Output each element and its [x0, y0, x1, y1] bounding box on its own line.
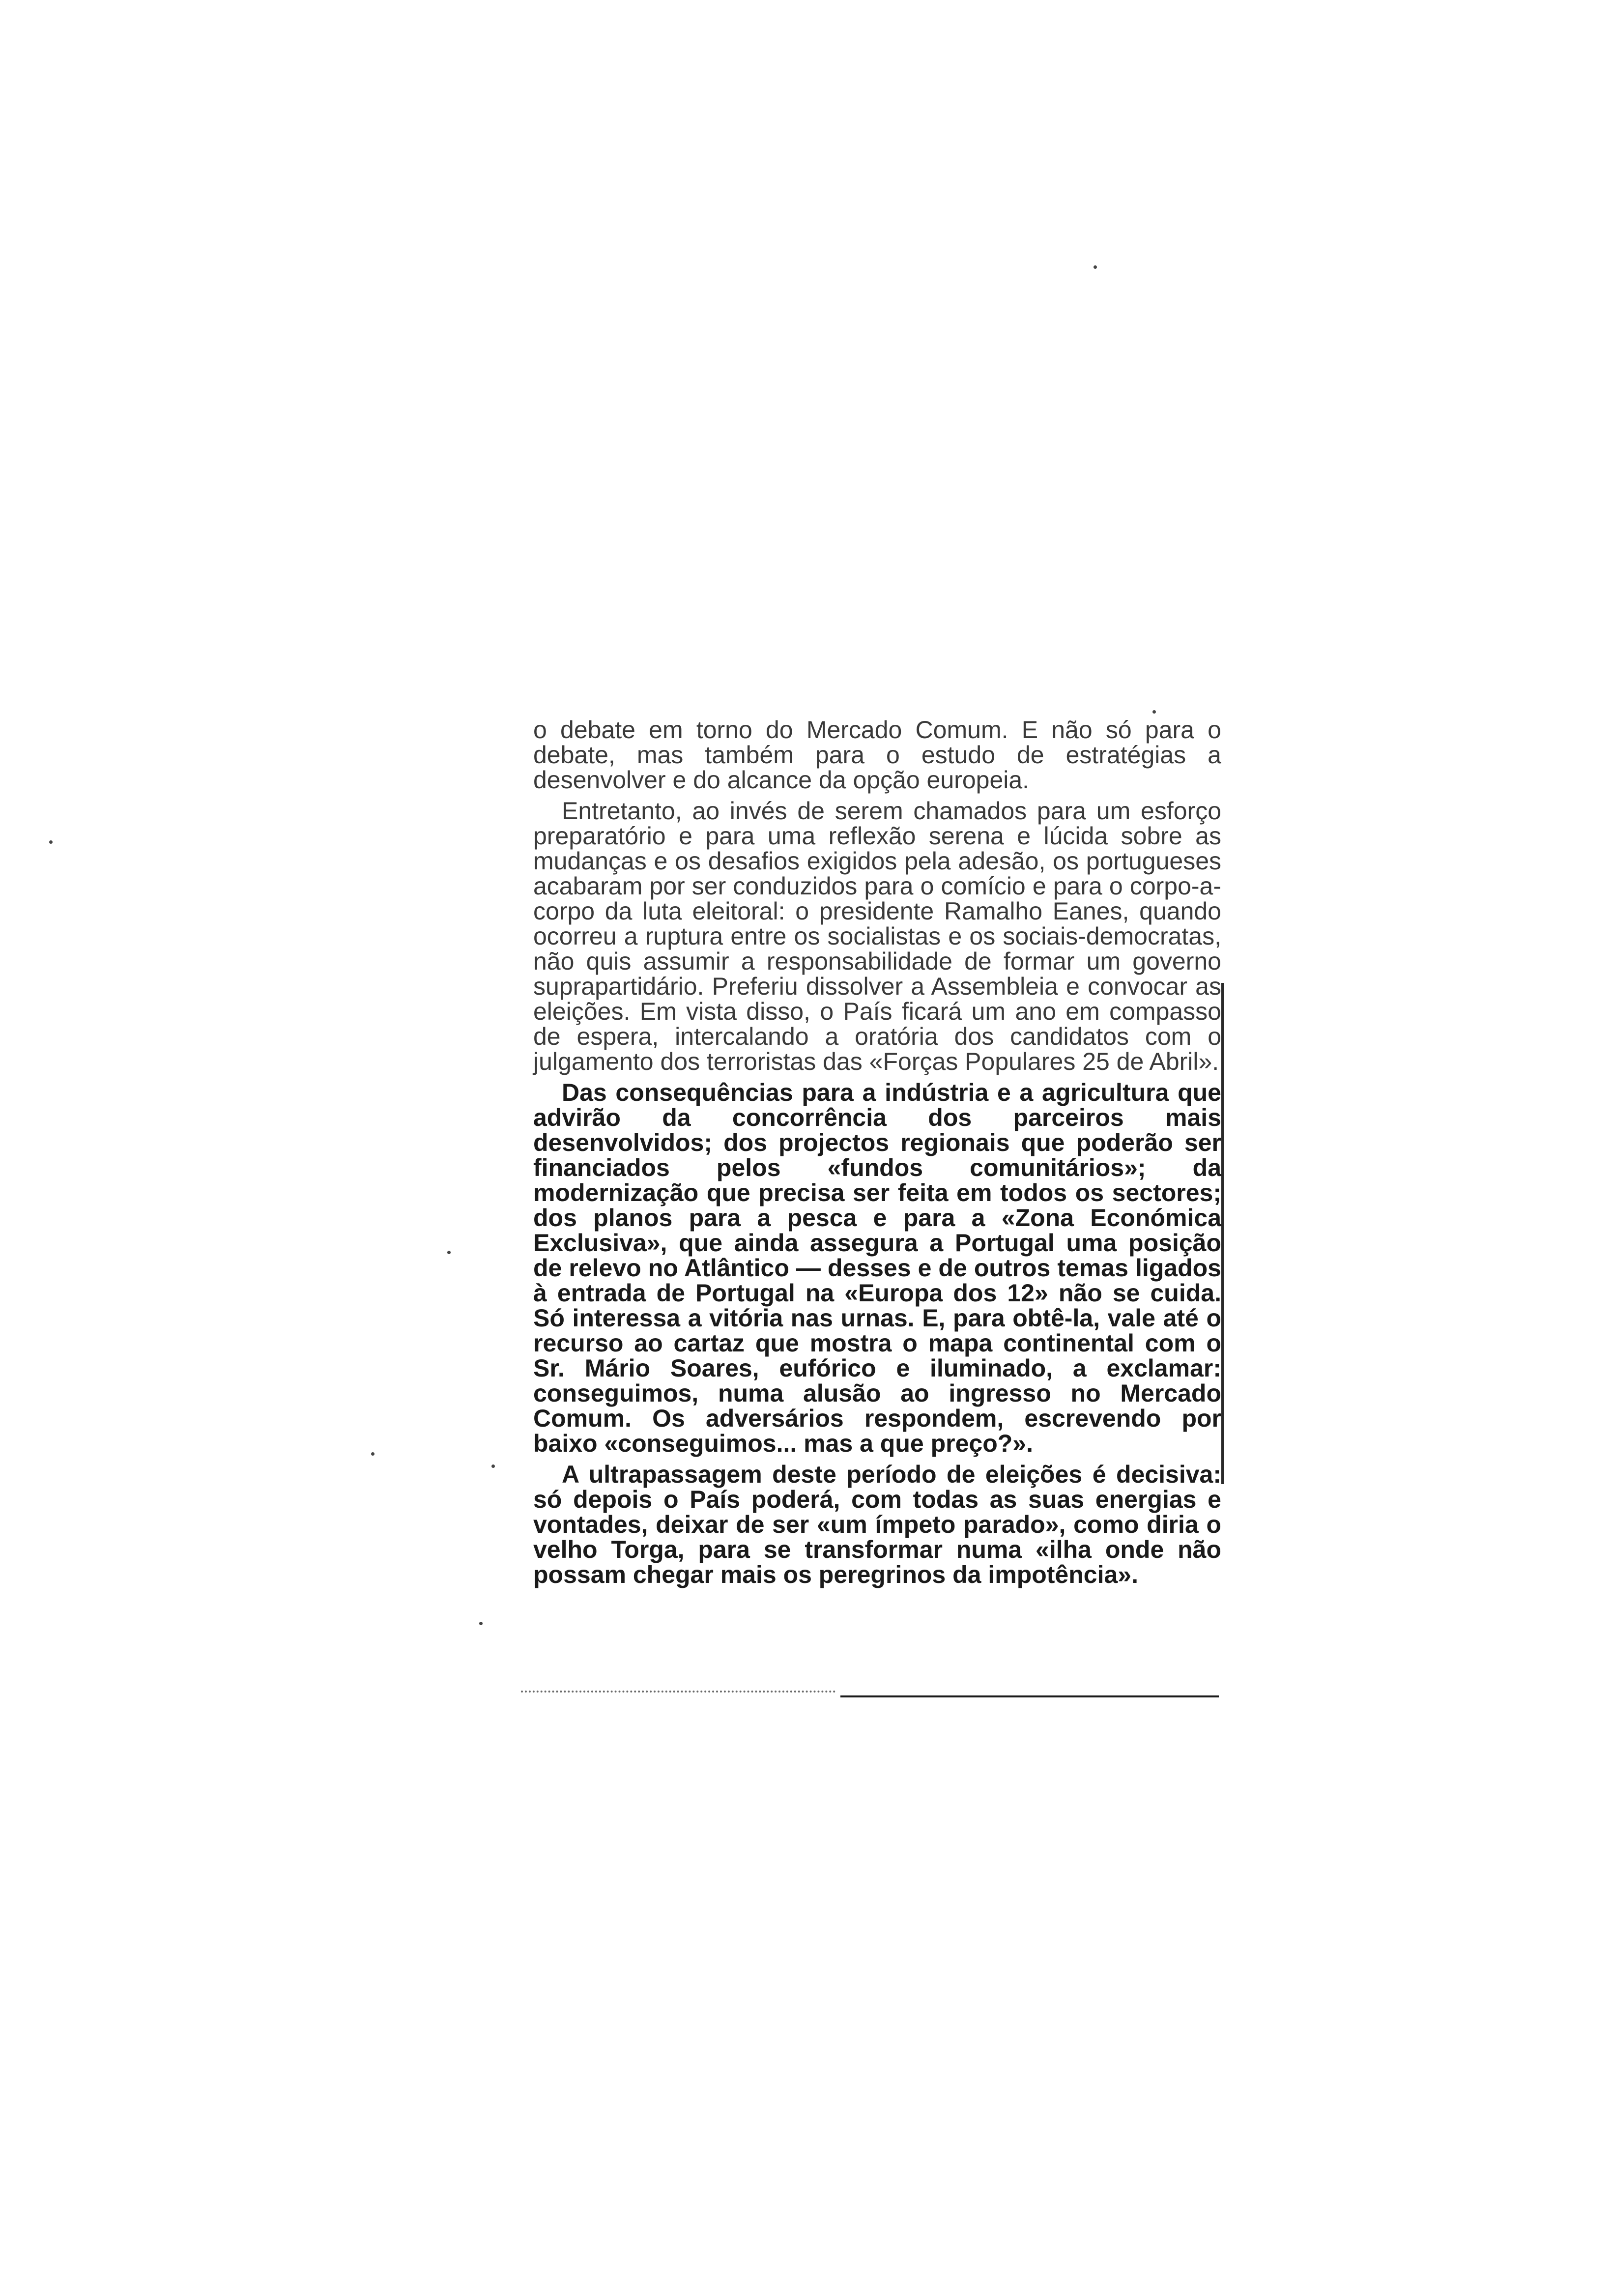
dotted-divider: [521, 1691, 835, 1693]
scan-speck: [371, 1452, 374, 1456]
paragraph-3: Das consequências para a indústria e a agricultura que advirão da concorrência dos parceiros mais desenvolvidos; dos projectos regionais que poderão ser financiados pelos «fundos comunitários»; da modernização que precisa ser feita em todos os sectores; dos planos para a pesca e para a «Zona Económica Exclusiva», que ainda assegura a Portugal uma posição de relevo no Atlântico — desses e de outros temas ligados à entrada de Portugal na «Europa dos 12» não se cuida. Só interessa a vitória nas urnas. E, para obtê-la, vale até o recurso ao cartaz que mostra o mapa continental com o Sr. Mário Soares, eufórico e iluminado, a exclamar: conseguimos, numa alusão ao ingresso no Mercado Comum. Os adversários respondem, escrevendo por baixo «conseguimos... mas a que preço?».: [533, 1079, 1221, 1457]
paragraph-1: o debate em torno do Mercado Comum. E não só para o debate, mas também para o estudo de estratégias a desenvolver e do alcance da opção europeia.: [533, 716, 1221, 794]
scan-speck: [49, 840, 53, 844]
scan-speck: [1152, 710, 1156, 714]
scan-speck: [447, 1251, 451, 1254]
paragraph-2: Entretanto, ao invés de serem chamados para um esforço preparatório e para uma reflexão serena e lúcida sobre as mudanças e os desafios exigidos pela adesão, os portugueses acabaram por ser conduzidos para o comício e para o corpo-a-corpo da luta eleitoral: o presidente Ramalho Eanes, quando ocorreu a ruptura entre os socialistas e os sociais-democratas, não quis assumir a responsabilidade de formar um governo suprapartidário. Preferiu dissolver a Assembleia e convocar as eleições. Em vista disso, o País ficará um ano em compasso de espera, intercalando a oratória dos candidatos com o julgamento dos terroristas das «Forças Populares 25 de Abril».: [533, 797, 1221, 1075]
newspaper-clipping: [533, 718, 1221, 1593]
scan-speck: [1094, 265, 1097, 269]
paragraph-4: A ultrapassagem deste período de eleições é decisiva: só depois o País poderá, com todas as suas energias e vontades, deixar de ser «um ímpeto parado», como diria o velho Torga, para se transformar numa «ilha onde não possam chegar mais os peregrinos da impotência».: [533, 1461, 1221, 1588]
scan-speck: [479, 1622, 483, 1625]
margin-mark: [1221, 983, 1224, 1484]
bottom-rule: [840, 1695, 1219, 1697]
scan-speck: [491, 1464, 495, 1468]
